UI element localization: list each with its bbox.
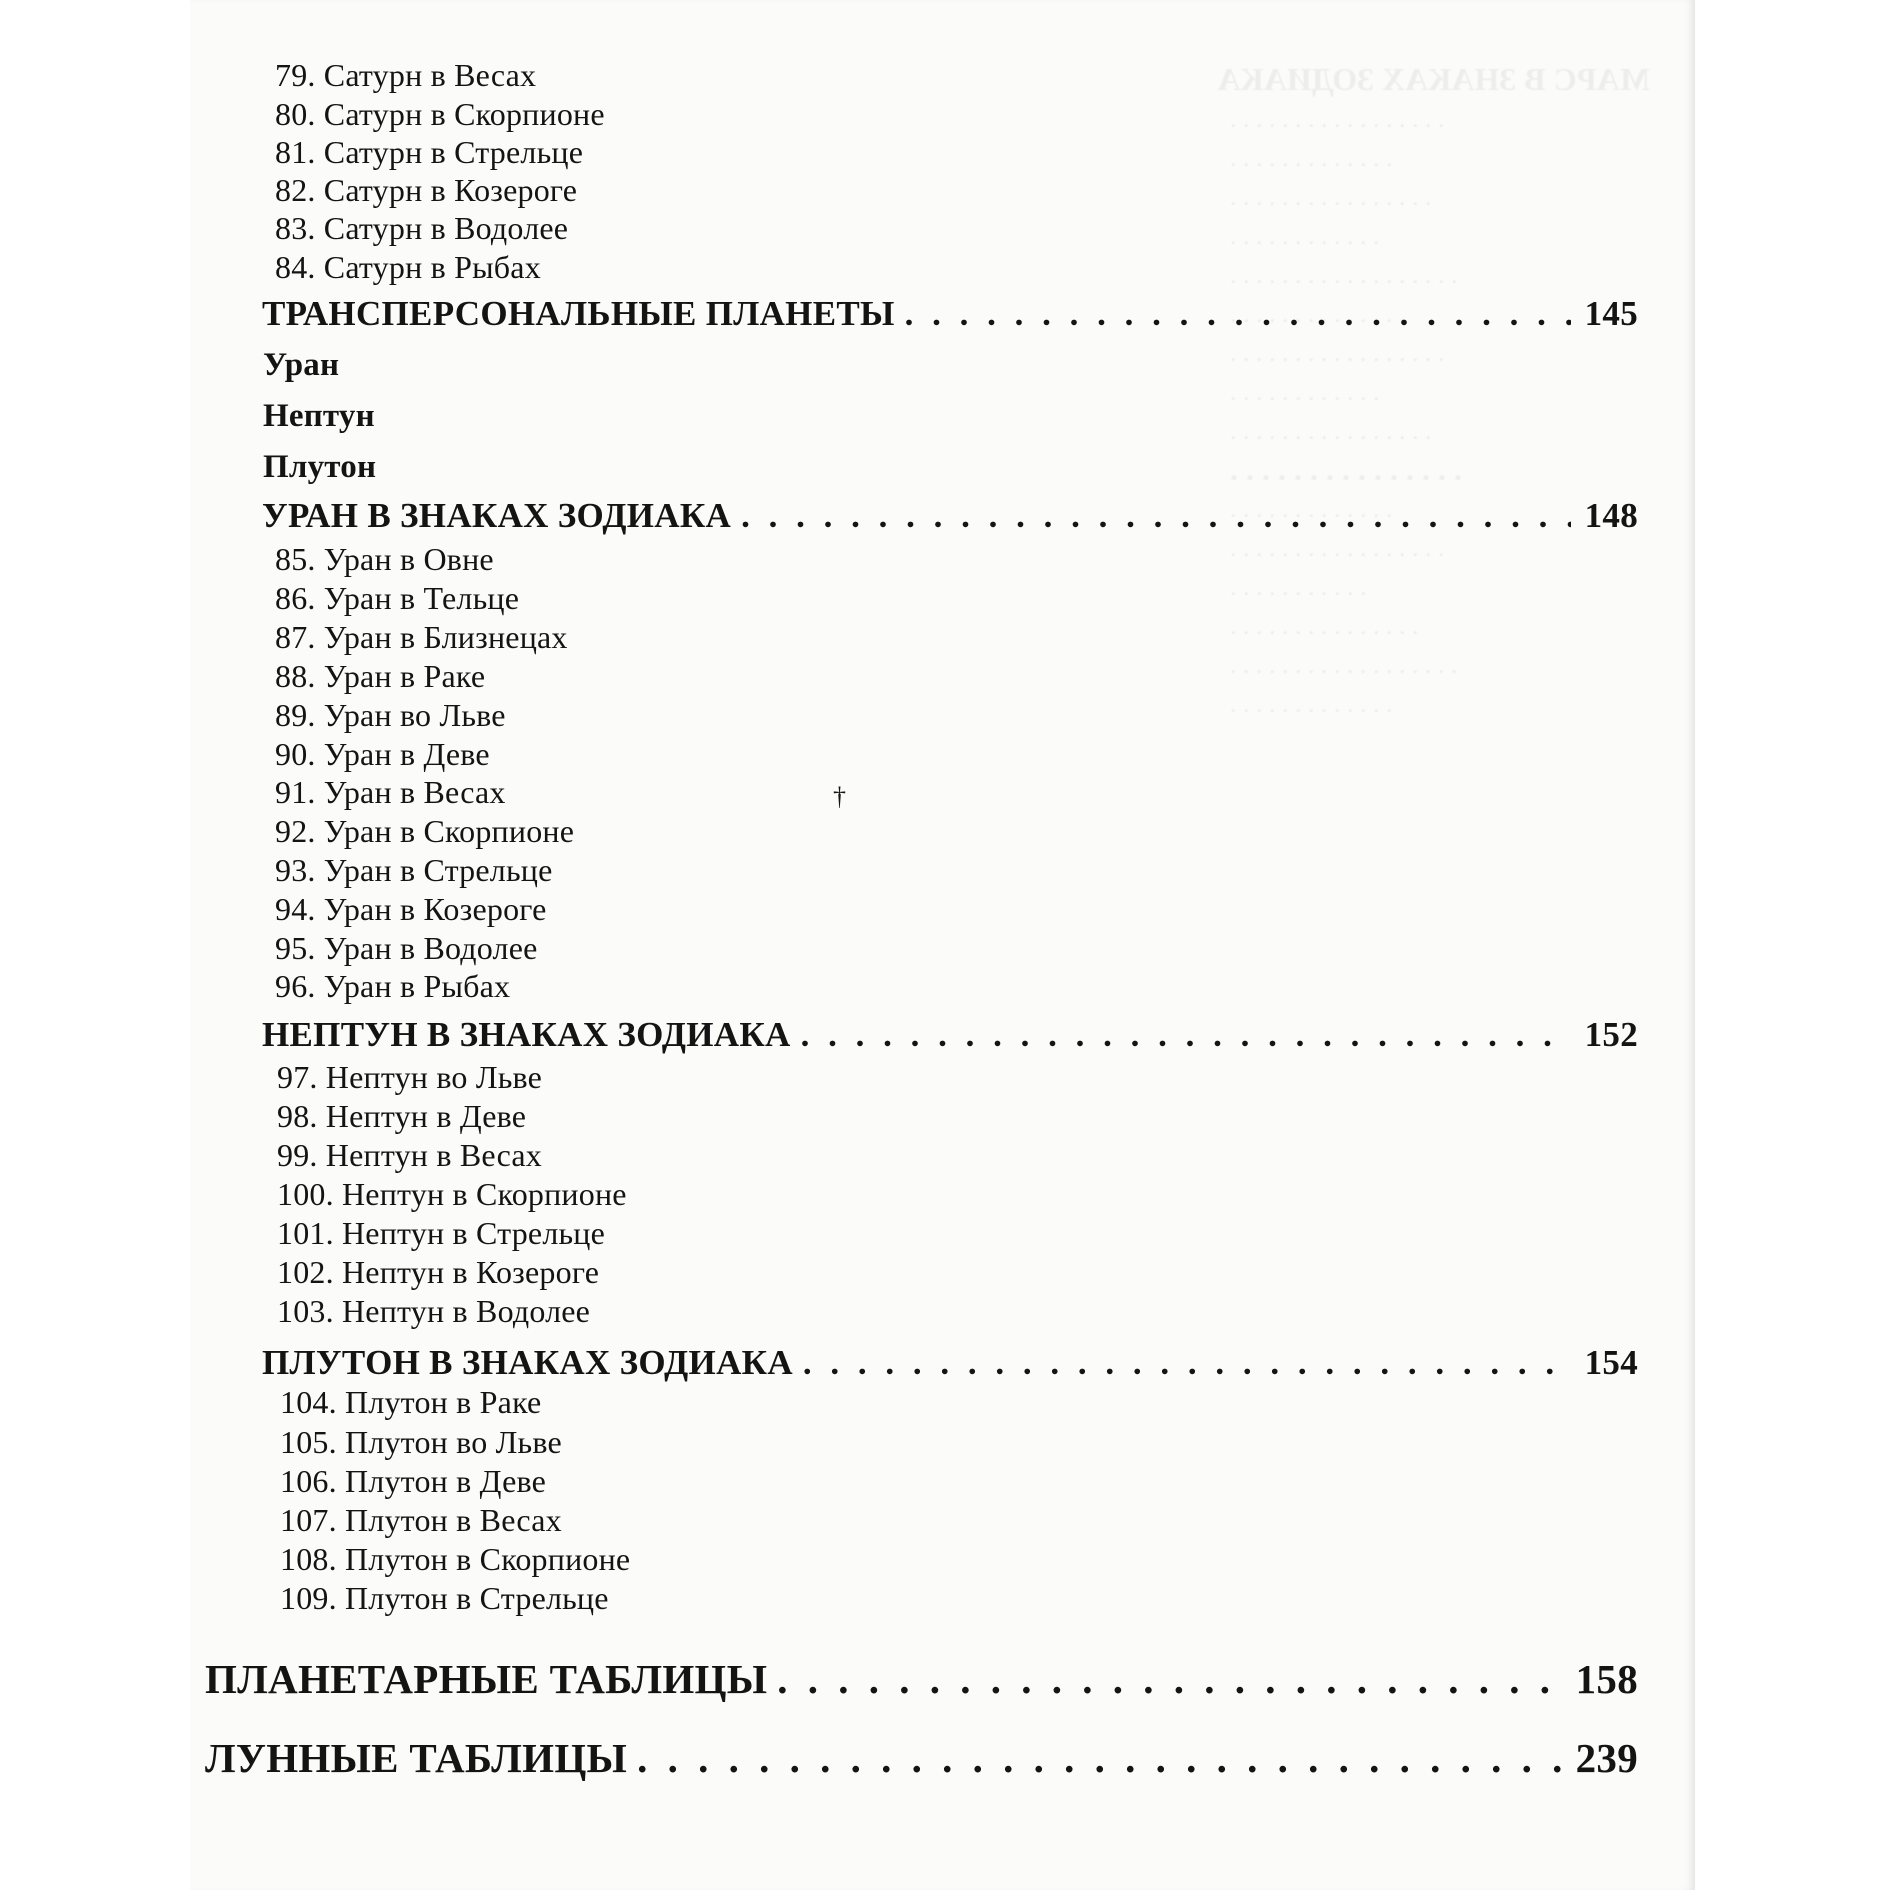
- page-number: 145: [1584, 294, 1638, 333]
- list-item: 94. Уран в Козероге: [275, 891, 547, 927]
- section-title: УРАН В ЗНАКАХ ЗОДИАКА: [262, 496, 732, 535]
- list-item: 108. Плутон в Скорпионе: [280, 1541, 631, 1577]
- leader-dots: [637, 1734, 1562, 1782]
- list-item: 99. Нептун в Весах: [277, 1137, 542, 1173]
- toc-section-uranus-signs[interactable]: [262, 496, 1638, 540]
- leader-dots: [777, 1655, 1561, 1703]
- list-item: 103. Нептун в Водолее: [277, 1293, 591, 1329]
- section-title: ПЛАНЕТАРНЫЕ ТАБЛИЦЫ: [205, 1656, 768, 1702]
- subheading-neptune: Нептун: [263, 398, 375, 434]
- stray-mark: †: [833, 782, 846, 811]
- list-item: 96. Уран в Рыбах: [275, 968, 511, 1004]
- section-title: НЕПТУН В ЗНАКАХ ЗОДИАКА: [262, 1015, 791, 1054]
- list-item: 81. Сатурн в Стрельце: [275, 134, 584, 170]
- list-item: 85. Уран в Овне: [275, 541, 494, 577]
- list-item: 87. Уран в Близнецах: [275, 619, 568, 655]
- list-item: 93. Уран в Стрельце: [275, 852, 553, 888]
- list-item: 92. Уран в Скорпионе: [275, 813, 575, 849]
- page-number: 239: [1575, 1735, 1638, 1781]
- section-title: ПЛУТОН В ЗНАКАХ ЗОДИАКА: [262, 1343, 793, 1382]
- list-item: 83. Сатурн в Водолее: [275, 210, 569, 246]
- page-number: 152: [1584, 1015, 1638, 1054]
- leader-dots: [803, 1343, 1571, 1383]
- toc-section-neptune-signs[interactable]: [262, 1015, 1638, 1059]
- page-number: 154: [1584, 1343, 1638, 1382]
- list-item: 90. Уран в Деве: [275, 736, 490, 772]
- toc-section-pluto-signs[interactable]: [262, 1343, 1638, 1387]
- list-item: 109. Плутон в Стрельце: [280, 1580, 609, 1616]
- section-title: ЛУННЫЕ ТАБЛИЦЫ: [205, 1735, 628, 1781]
- list-item: 88. Уран в Раке: [275, 658, 486, 694]
- list-item: 97. Нептун во Льве: [277, 1059, 543, 1095]
- list-item: 80. Сатурн в Скорпионе: [275, 96, 605, 132]
- list-item: 89. Уран во Льве: [275, 697, 506, 733]
- section-title: ТРАНСПЕРСОНАЛЬНЫЕ ПЛАНЕТЫ: [262, 294, 895, 333]
- list-item: 106. Плутон в Деве: [280, 1463, 547, 1499]
- toc-section-transpersonal[interactable]: [262, 294, 1638, 338]
- list-item: 91. Уран в Весах: [275, 774, 506, 810]
- page-number: 158: [1575, 1656, 1638, 1702]
- toc-section-moon-tables[interactable]: [205, 1734, 1638, 1781]
- subheading-uranus: Уран: [263, 347, 340, 383]
- list-item: 82. Сатурн в Козероге: [275, 172, 578, 208]
- page-number: 148: [1584, 496, 1638, 535]
- toc-section-planet-tables[interactable]: [205, 1655, 1638, 1702]
- leader-dots: [801, 1015, 1571, 1055]
- list-item: 104. Плутон в Раке: [280, 1384, 542, 1420]
- list-item: 79. Сатурн в Весах: [275, 57, 537, 93]
- list-item: 98. Нептун в Деве: [277, 1098, 527, 1134]
- list-item: 100. Нептун в Скорпионе: [277, 1176, 627, 1212]
- list-item: 101. Нептун в Стрельце: [277, 1215, 606, 1251]
- list-item: 107. Плутон в Весах: [280, 1502, 562, 1538]
- list-item: 86. Уран в Тельце: [275, 580, 520, 616]
- list-item: 102. Нептун в Козероге: [277, 1254, 600, 1290]
- list-item: 95. Уран в Водолее: [275, 930, 538, 966]
- show-through-text: МАРС В ЗНАКАХ ЗОДИАКА . . . . . . . . . . . . . . . . . . . . . . . . . . . . . . . . . . . . . . . . . . . . . . . . . . . . . . . . . . . . . . . . . . . . . . . . . . . . . . . . . . . . . . . . . . . . . . . . . . . . . . . . . . . . . . . . . . . . . . . . . . . . . . . . . . . . . . . . . . . . . . . . . . . . . . . . . . . . . . . . . . . . . . . . . . . . . . . . . . . . . . . . . . . . . . . . . . . . . . . . . . . . . . . . . . . . . . . . . . . . . . . . . . . . . . . . . . . . .: [1217, 61, 1650, 718]
- leader-dots: [741, 496, 1571, 536]
- leader-dots: [905, 294, 1571, 334]
- list-item: 84. Сатурн в Рыбах: [275, 249, 541, 285]
- list-item: 105. Плутон во Льве: [280, 1424, 562, 1460]
- subheading-pluto: Плутон: [263, 449, 377, 485]
